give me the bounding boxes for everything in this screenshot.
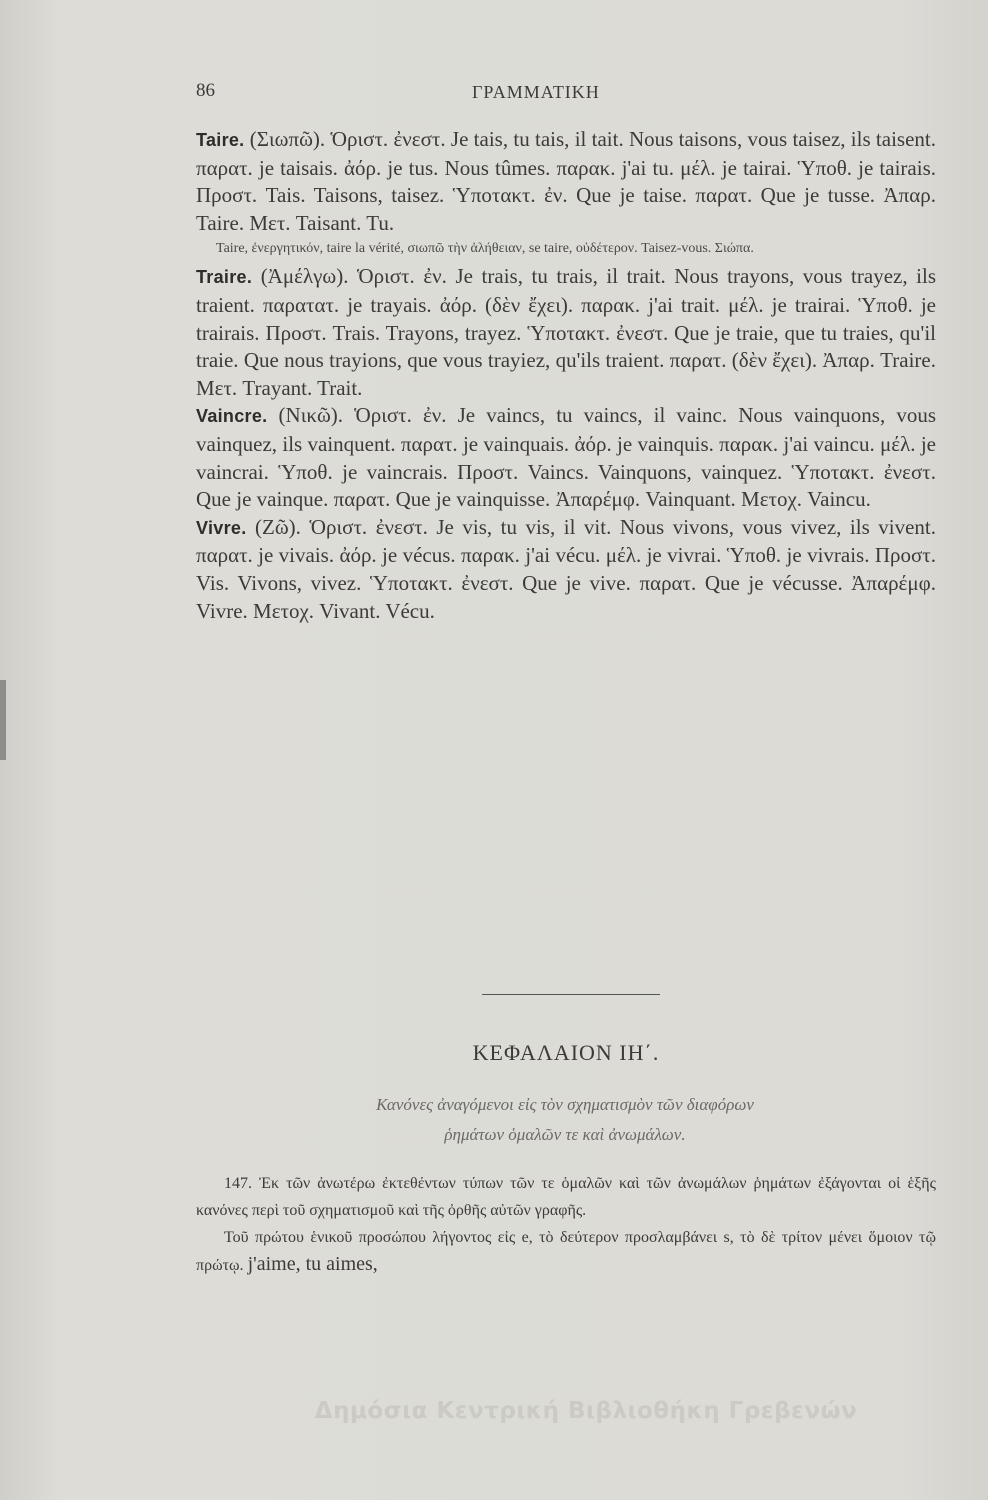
verb-headword: Taire. xyxy=(196,130,245,150)
library-watermark: Δημόσια Κεντρική Βιβλιοθήκη Γρεβενών xyxy=(314,1398,858,1424)
verb-entry-taire xyxy=(196,126,936,237)
paragraph xyxy=(196,1224,936,1279)
verb-headword: Traire. xyxy=(196,267,253,288)
verb-conjugation: (Ζῶ). Ὁριστ. ἐνεστ. Je vis, tu vis, il vit. Nous vivons, vous vivez, ils vivent. παρατ. je vivais. ἀόρ. je vécus. παρακ. j'ai vécu. μέλ. je vivrai. Ὑποθ. je vivrais. Προστ. Vis. Vivons, vivez. Ὑποτακτ. ἐνεστ. Que je vive. παρατ. Que je vécusse. Ἀπαρέμφ. Vivre. Μετοχ. Vivant. Vécu. xyxy=(196,514,936,623)
chapter-subtitle-line: ῥημάτων ὁμαλῶν τε καὶ ἀνωμάλων. xyxy=(444,1125,686,1144)
running-title: ΓΡΑΜΜΑΤΙΚΗ xyxy=(472,82,600,102)
french-example: j'aime, tu aimes, xyxy=(247,1253,378,1275)
chapter-title: ΚΕΦΑΛΑΙΟΝ ΙΗ΄. xyxy=(472,1040,660,1065)
verb-headword: Vaincre. xyxy=(196,406,268,427)
verb-note: Taire, ἐνεργητικόν, taire la vérité, σιωπῶ τὴν ἀλήθειαν, se taire, οὐδέτερον. Taisez-vous. Σιώπα. xyxy=(216,241,754,257)
verb-entry-traire xyxy=(196,263,936,402)
section-divider xyxy=(482,994,660,995)
paragraph-text: Τοῦ πρώτου ἑνικοῦ προσώπου λήγοντος εἰς e, τὸ δεύτερον προσλαμβάνει s, τὸ δὲ τρίτον μένει ὅμοιον τῷ πρώτῳ. xyxy=(196,1229,936,1274)
verb-conjugation: (Σιωπῶ). Ὁριστ. ἐνεστ. Je tais, tu tais, il tait. Nous taisons, vous taisez, ils taisent. παρατ. je taisais. ἀόρ. je tus. Nous tûmes. παρακ. j'ai tu. μέλ. je tairai. Ὑποθ. je tairais. Προστ. Tais. Taisons, taisez. Ὑποτακτ. ἐν. Que je taise. παρατ. Que je tusse. Ἀπαρ. Taire. Μετ. Taisant. Tu. xyxy=(196,127,936,235)
chapter-subtitle-line: Κανόνες ἀναγόμενοι εἰς τὸν σχηματισμὸν τῶν διαφόρων xyxy=(376,1095,754,1114)
verb-conjugation: (Ἀμέλγω). Ὁριστ. ἐν. Je trais, tu trais, il trait. Nous trayons, vous trayez, ils traient. παρατατ. je trayais. ἀόρ. (δὲν ἔχει). παρακ. j'ai trait. μέλ. je trairai. Ὑποθ. je trairais. Προστ. Trais. Trayons, trayez. Ὑποτακτ. ἐνεστ. Que je traie, que tu traies, qu'il traie. Que nous trayions, que vous trayiez, qu'ils traient. παρατ. (δὲν ἔχει). Ἀπαρ. Traire. Μετ. Trayant. Trait. xyxy=(196,264,936,400)
verb-conjugation-list xyxy=(196,126,936,625)
binding-shadow xyxy=(0,680,6,760)
paragraph: 147. Ἐκ τῶν ἀνωτέρω ἐκτεθέντων τύπων τῶν τε ὁμαλῶν καὶ τῶν ἀνωμάλων ῥημάτων ἐξάγονται οἱ ἑξῆς κανόνες περὶ τοῦ σχηματισμοῦ καὶ τῆς ὀρθῆς αὐτῶν γραφῆς. xyxy=(196,1175,936,1219)
section-147 xyxy=(196,1170,936,1279)
verb-conjugation: (Νικῶ). Ὁριστ. ἐν. Je vaincs, tu vaincs, il vainc. Nous vainquons, vous vainquez, ils vainquent. παρατ. je vainquais. ἀόρ. je vainquis. παρακ. j'ai vaincu. μέλ. je vaincrai. Ὑποθ. je vaincrais. Προστ. Vaincs. Vainquons, vainquez. Ὑποτακτ. ἐνεστ. Que je vainque. παρατ. Que je vainquisse. Ἀπαρέμφ. Vainquant. Μετοχ. Vaincu. xyxy=(196,403,936,512)
verb-headword: Vivre. xyxy=(196,517,247,538)
verb-entry-vaincre xyxy=(196,402,936,513)
verb-entry-vivre xyxy=(196,514,936,625)
page-header xyxy=(196,80,936,114)
page-number: 86 xyxy=(196,80,215,101)
chapter-subtitle xyxy=(240,1090,890,1150)
